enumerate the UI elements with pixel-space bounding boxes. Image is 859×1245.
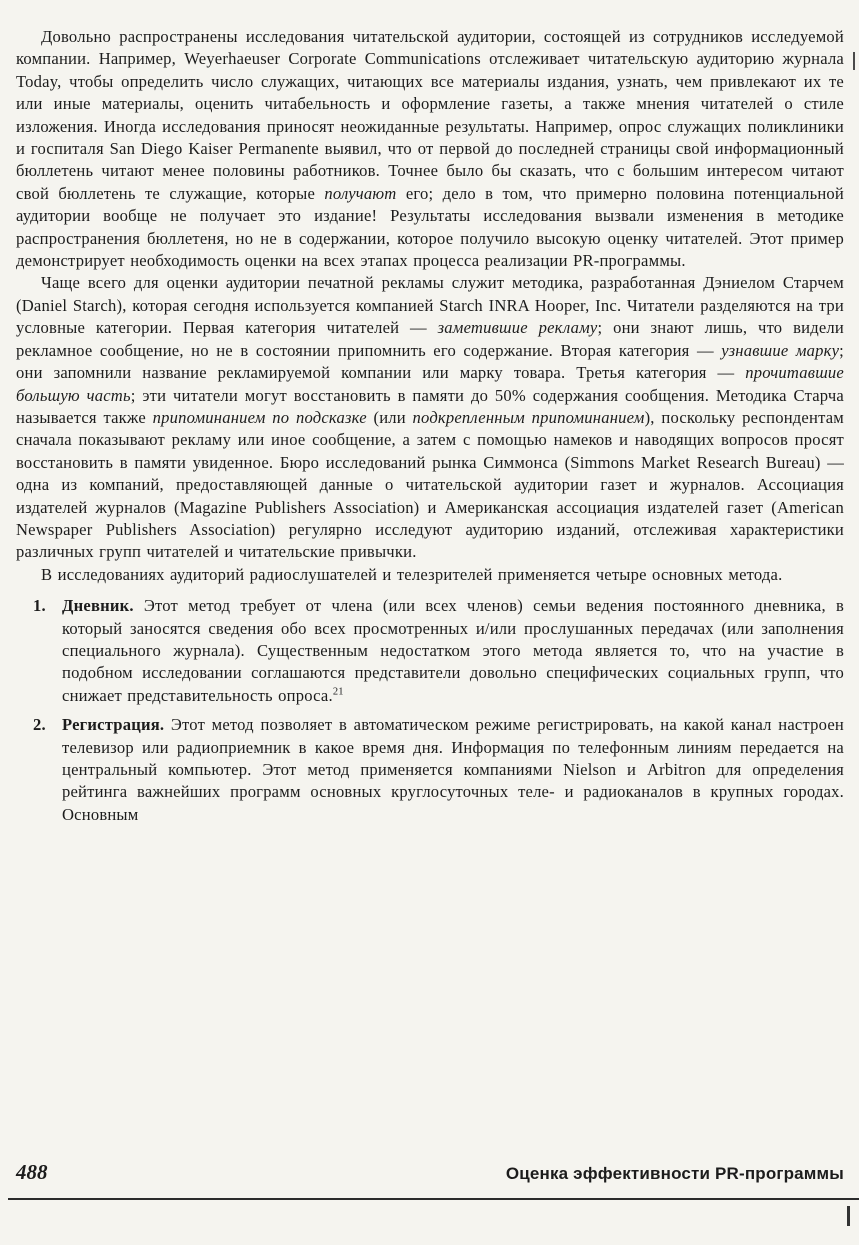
text-run: Этот метод требует от члена (или всех членов) семьи ведения постоянного дневника, в который заносятся сведения обо всех просмотренных и/или прослушанных передачах (или заполнения специального журнала). Существенным недостатком этого метода является то, что на участие в подобном исследовании соглашаются представители довольно специфических социальных групп, что снижает представительность опроса.: [62, 596, 844, 705]
emphasis-run: прочитавшие большую часть: [16, 363, 844, 405]
text-run: Довольно распространены исследования читательской аудитории, состоящей из сотрудников исследуемой компании. Например, Weyerhaeuser Corporate Communications отслеживает читательскую аудиторию журнала Today, чтобы определить число служащих, читающих все материалы издания, узнать, чем привлекают их те или иные материалы, оценить читабельность и оформление газеты, а также мнения читателей о стиле изложения. Иногда исследования приносят неожиданные результаты. Например, опрос служащих поликлиники и госпиталя San Diego Kaiser Permanente выявил, что от первой до последней страницы свой информационный бюллетень читают менее половины работников. Точнее было бы сказать, что с большим интересом читают свой бюллетень те служащие, которые: [16, 27, 844, 203]
list-term: Дневник.: [62, 596, 134, 616]
scan-mark-bottom-right: [847, 1206, 850, 1226]
text-run: Чаще всего для оценки аудитории печатной рекламы служит методика, разработанная Дэниелом Старчем (Daniel Starch), которая сегодня используется компанией Starch INRA Hooper, Inc. Читатели разделяются на три условные категории. Первая категория читателей —: [16, 273, 844, 338]
paragraph-methods-intro: [16, 564, 844, 586]
list-term: Регистрация.: [62, 715, 165, 735]
text-run: ; эти читатели могут восстановить в памяти до 50% содержания сообщения. Методика Старча называется также: [16, 385, 844, 427]
paragraph-starch-method: [16, 272, 844, 563]
text-run: ; они знают лишь, что видели рекламное сообщение, но не в состоянии припомнить его содержание. Вторая категория —: [16, 318, 844, 360]
footer-rule: [8, 1198, 859, 1200]
text-run: В исследованиях аудиторий радиослушателей и телезрителей применяется четыре основных метода.: [41, 564, 783, 584]
running-title: Оценка эффективности PR-программы: [505, 1164, 844, 1183]
emphasis-run: узнавшие марку: [721, 340, 840, 360]
text-run: его; дело в том, что примерно половина потенциальной аудитории вообще не получает это издание! Результаты исследования вызвали изменения в методике распространения бюллетеня, но не в содержании, которое получило высокую оценку читателей. Этот пример демонстрирует необходимость оценки на всех этапах процесса реализации PR-программы.: [16, 183, 844, 271]
list-number: 2.: [33, 715, 46, 735]
list-number: 1.: [33, 596, 46, 616]
list-item-diary: [16, 595, 844, 707]
page-footer: [16, 1160, 844, 1185]
footnote-ref: 21: [332, 686, 344, 698]
text-run: (или: [366, 407, 413, 427]
list-item-registration: [16, 714, 844, 826]
emphasis-run: заметившие рекламу: [437, 318, 598, 338]
page-number: 488: [16, 1160, 48, 1184]
emphasis-run: припоминанием по подсказке: [152, 407, 367, 427]
emphasis-run: подкрепленным припоминанием: [412, 407, 645, 427]
methods-list: [16, 595, 844, 826]
paragraph-readership-research: [16, 26, 844, 272]
text-run: ), поскольку респондентам сначала показывают рекламу или иное сообщение, а затем с помощью намеков и наводящих вопросов просят восстановить в памяти увиденное. Бюро исследований рынка Симмонса (Simmons Market Research Bureau) — одна из компаний, предоставляющей данные о читательской аудитории газет и журналов. Ассоциация издателей журналов (Magazine Publishers Association) и Американская ассоциация издателей газет (American Newspaper Publishers Association) регулярно исследуют аудиторию изданий, отслеживая характеристики различных групп читателей и читательские привычки.: [16, 407, 844, 562]
emphasis-run: получают: [324, 183, 397, 203]
text-run: Этот метод позволяет в автоматическом режиме регистрировать, на какой канал настроен телевизор или радиоприемник в какое время дня. Информация по телефонным линиям передается на центральный компьютер. Этот метод применяется компаниями Nielson и Arbitron для определения рейтинга важнейших программ основных круглосуточных теле- и радиоканалов в крупных городах. Основным: [62, 715, 844, 824]
page-body: [16, 26, 844, 1159]
text-run: ; они запомнили название рекламируемой компании или марку товара. Третья категория —: [16, 340, 844, 383]
scan-mark-top-right: [853, 52, 855, 70]
